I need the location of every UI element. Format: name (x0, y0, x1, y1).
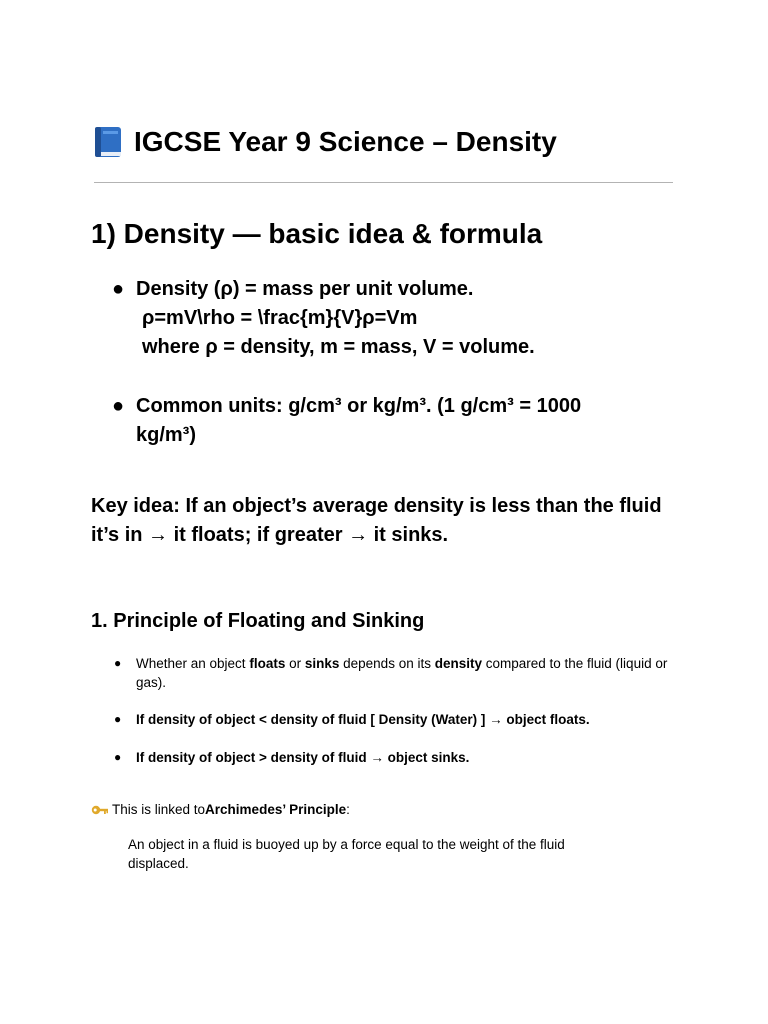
bullet-dot: ● (114, 712, 122, 726)
text-run: : (346, 802, 350, 817)
bold-word-density: density (434, 656, 482, 671)
bullet-dot: ● (112, 278, 125, 300)
section-heading-density: 1) Density — basic idea & formula (91, 218, 543, 249)
section-heading-floating-sinking: 1. Principle of Floating and Sinking (91, 610, 425, 632)
text-run: depends on its (339, 656, 435, 671)
text-run: or (285, 656, 305, 671)
bullet-line: Density (ρ) = mass per unit volume. (136, 278, 474, 300)
bullet-dot: ● (114, 750, 122, 764)
list-item (112, 275, 636, 362)
document-title-row (91, 122, 557, 162)
archimedes-quote: An object in a fluid is buoyed up by a force equal to the weight of the fluid displaced. (128, 837, 565, 871)
list-item (114, 654, 674, 692)
bullet-line: kg/m³) (136, 424, 196, 446)
bullet-line: Common units: g/cm³ or kg/m³. (1 g/cm³ = 1000 (136, 395, 582, 417)
formula-line: ρ=mV\rho = \frac{m}{V}ρ=Vm (142, 307, 418, 329)
horizontal-divider (94, 182, 673, 183)
document-title: IGCSE Year 9 Science – Density (134, 126, 557, 157)
list-item-text: If density of object < density of fluid [ Density (Water) ] → object floats. (136, 712, 590, 727)
bullet-line: where ρ = density, m = mass, V = volume. (142, 336, 535, 358)
key-idea-paragraph: Key idea: If an object’s average density is less than the fluid it’s in → it floats; if greater → it sinks. (91, 495, 662, 546)
key-icon (91, 802, 109, 818)
list-item-text (136, 654, 674, 692)
archimedes-principle-name: Archimedes’ Principle (205, 802, 347, 817)
bullet-dot: ● (114, 656, 122, 670)
text-run: compared to the fluid (liquid or gas). (136, 656, 668, 690)
list-item (114, 710, 674, 729)
blue-book-icon (91, 125, 125, 159)
bold-word-sinks: sinks (304, 656, 340, 671)
bold-word-floats: floats (249, 656, 286, 671)
list-item (112, 392, 636, 450)
text-run: This is linked to (112, 802, 206, 817)
text-run: Whether an object (136, 656, 250, 671)
bullet-dot: ● (112, 395, 125, 417)
list-item-text: If density of object > density of fluid → object sinks. (136, 750, 470, 765)
archimedes-line (91, 800, 350, 819)
list-item (114, 748, 674, 767)
